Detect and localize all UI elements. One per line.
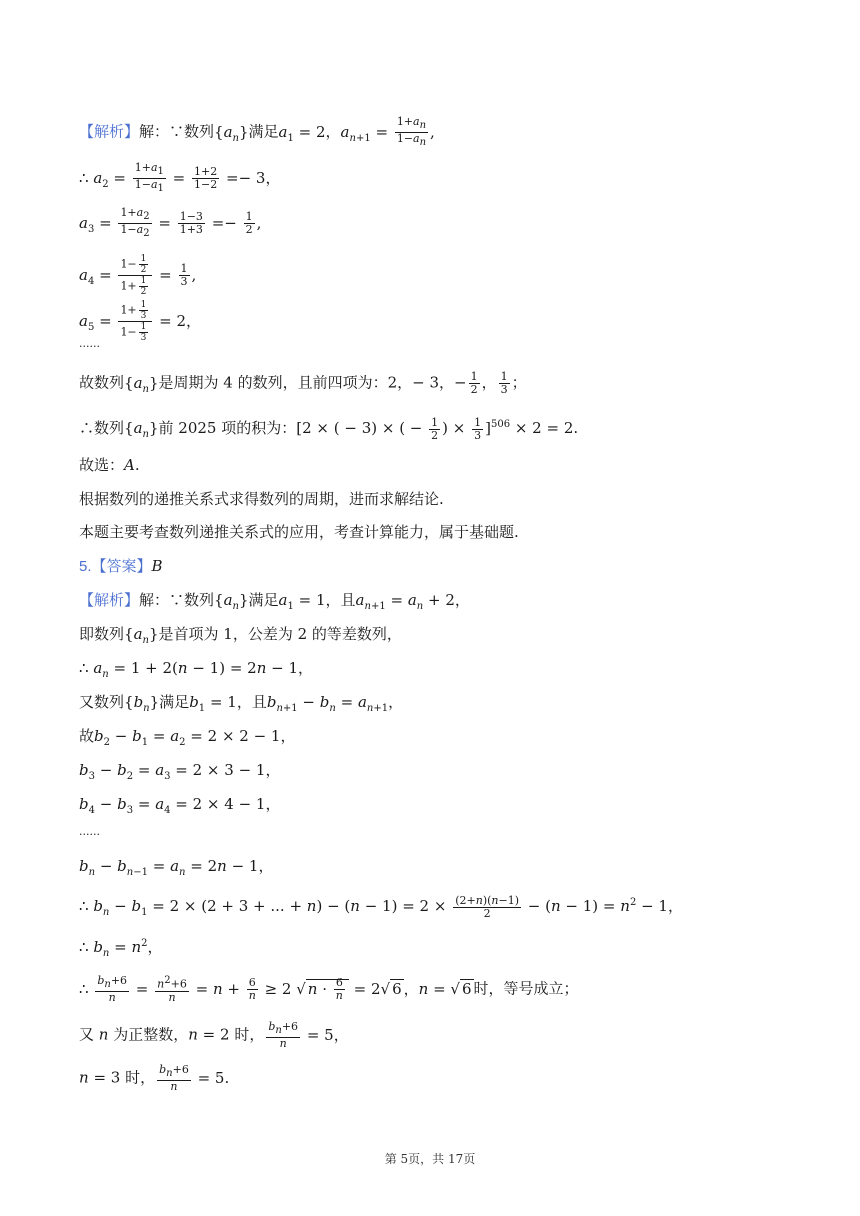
q4-line-2: ∴ $a_2$ = $\frac{1+a_1}{1-a_1}$ = $\frac{1+2}{1-2}$ =− 3， xyxy=(79,161,281,195)
q4-line-period: 故数列$\{a_n\}$是周期为 4 的数列，且前四项为：2，− 3，− $\frac{1}{2}$ ， $\frac{1}{3}$ ； xyxy=(79,370,527,396)
q5-line-3: ∴ $a_n = 1 + 2(n - 1) = 2n - 1$， xyxy=(79,659,314,680)
q4-choose: 故选：A. xyxy=(79,456,140,474)
q5-line-8: $b_n - b_{n-1} = a_n = 2n - 1$， xyxy=(79,857,274,878)
q4-note-1: 根据数列的递推关系式求得数列的周期，进而求解结论. xyxy=(79,490,444,508)
q5-line-2: 即数列$\{a_n\}$是首项为 1，公差为 2 的等差数列， xyxy=(79,625,402,646)
q4-line-3: $a_3$ = $\frac{1+a_2}{1-a_2}$ = $\frac{1-3}{1+3}$ =− $\frac{1}{2}$ , xyxy=(79,206,262,240)
q5-line-7: $b_4 - b_3 = a_4 = 2 \times 4 - 1$， xyxy=(79,795,281,816)
q5-line-1: 【解析】解：∵数列$\{a_n\}$满足$a_1 = 1$，且$a_{n+1} = a_n + 2$， xyxy=(79,591,470,612)
q5-line-10: ∴ $b_n = n^2$， xyxy=(79,938,163,959)
q4-dots: ...... xyxy=(79,337,100,350)
page-footer: 第 5页，共 17页 xyxy=(384,1152,476,1166)
q5-line-6: $b_3 - b_2 = a_3 = 2 \times 3 - 1$， xyxy=(79,761,281,782)
q4-line-5: $a_5$ = 1+ $\frac{1}{3}$ 1− $\frac{1}{3}$ = 2， xyxy=(79,300,202,343)
q5-line-9: ∴ $b_n - b_1 = 2 \times (2 + 3$ + ... + n) − (n − 1) = 2 × $\frac{(2+n)(n-1)}{2}$ − $(n - 1) = n^2 - 1$， xyxy=(79,893,683,920)
analysis-tag: 【解析】 xyxy=(79,592,140,609)
q4-note-2: 本题主要考查数列递推关系式的应用，考查计算能力，属于基础题. xyxy=(79,523,519,541)
q4-line-1: 【解析】解：∵数列$\{a_n\}$满足$a_1 = 2$，$a_{n+1}$ = $\frac{1+a_n}{1-a_n}$ , xyxy=(79,115,435,149)
q5-line-5: 故$b_2 - b_1 = a_2 = 2 \times 2 - 1$， xyxy=(79,727,296,748)
q4-line-product: ∴数列$\{a_n\}$前 2025 项的积为：[2 × ( − 3) × ( − $\frac{1}{2}$ ) × $\frac{1}{3}$ ]$^{506}$ × 2 = 2. xyxy=(79,415,579,442)
q4-line-4: $a_4$ = 1− $\frac{1}{2}$ 1+ $\frac{1}{2}$ = $\frac{1}{3}$ , xyxy=(79,254,197,297)
q5-line-12: 又 n 为正整数，n = 2 时， $\frac{b_n+6}{n}$ = 5， xyxy=(79,1020,349,1051)
q5-answer-line: 5.【答案】B xyxy=(79,557,163,575)
q5-line-13: n = 3 时， $\frac{b_n+6}{n}$ = 5. xyxy=(79,1063,230,1094)
q5-line-11: ∴ $\frac{b_n+6}{n}$ = $\frac{n^2+6}{n}$ = n + $\frac{6}{n}$ ≥ 2 √ n · $\frac{6}{n}$ = 2√ 6 ，n = √ 6 时，等号成立； xyxy=(79,974,579,1005)
q5-dots: ...... xyxy=(79,825,100,838)
q5-line-4: 又数列$\{b_n\}$满足$b_1 = 1$，且$b_{n+1} - b_n = a_{n+1}$， xyxy=(79,693,404,714)
answer-tag: 【答案】 xyxy=(91,558,152,575)
analysis-tag: 【解析】 xyxy=(79,123,140,141)
